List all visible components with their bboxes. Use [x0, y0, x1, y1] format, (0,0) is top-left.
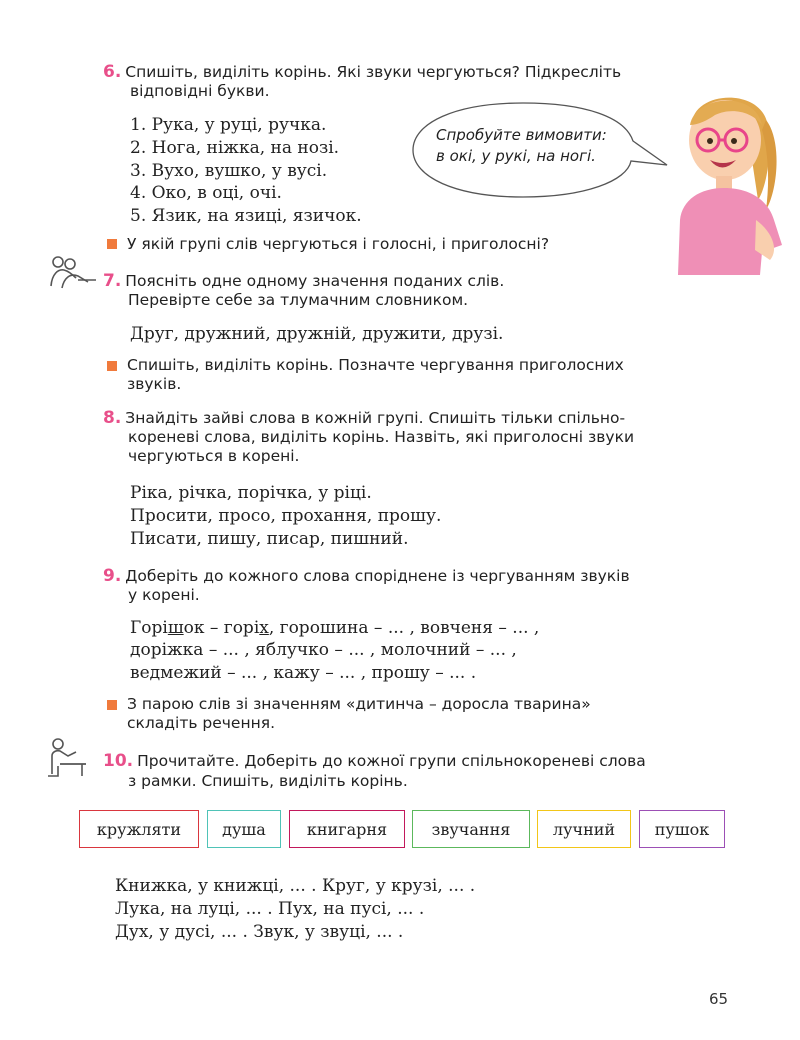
ex8-line-2: Просити, просо, прохання, прошу. — [130, 506, 442, 526]
ex8-instruction — [103, 409, 625, 428]
ex6-bullet: У якій групі слів чергуються і голосні, і приголосні? — [127, 235, 550, 253]
ex7-bullet-line2: звуків. — [127, 375, 182, 393]
ex7-number: 7. — [103, 271, 122, 291]
ex10-number: 10. — [103, 751, 134, 771]
bullet-marker — [107, 700, 117, 710]
bullet-marker — [107, 239, 117, 249]
ex9-line-2: доріжка – ... , яблучко – ... , молочний – ... , — [130, 640, 517, 660]
ex8-instr-line3: чергуються в корені. — [128, 447, 300, 465]
ex9-l1-a: Горі — [130, 618, 168, 638]
ex9-l1-underlined-1: ш — [167, 618, 184, 638]
ex9-instruction — [103, 567, 630, 586]
girl-illustration — [670, 80, 785, 275]
ex6-line-3: 3. Вухо, вушко, у вусі. — [130, 161, 328, 181]
ex7-instr-line1: Поясніть одне одному значення поданих слів. — [125, 272, 505, 290]
ex9-l1-c: ок – горі — [183, 618, 260, 638]
word-box-1: кружляти — [79, 810, 199, 848]
ex6-line-2: 2. Нога, ніжка, на нозі. — [130, 138, 340, 158]
word-box-5: лучний — [537, 810, 631, 848]
word-box-3: книгарня — [289, 810, 405, 848]
ex7-instruction — [103, 272, 504, 291]
ex9-number: 9. — [103, 566, 122, 586]
ex10-instr-line2: з рамки. Спишіть, виділіть корінь. — [128, 772, 408, 790]
ex7-bullet-line1: Спишіть, виділіть корінь. Позначте чергування приголосних — [127, 356, 624, 374]
ex10-instr-line1: Прочитайте. Доберіть до кожної групи спільнокореневі слова — [137, 752, 646, 770]
ex6-number: 6. — [103, 62, 122, 82]
ex9-instr-line2: у корені. — [128, 586, 200, 604]
bullet-marker — [107, 361, 117, 371]
ex9-l1-e: , горошина – ... , вовченя – ... , — [268, 618, 540, 638]
ex8-number: 8. — [103, 408, 122, 428]
ex6-line-5: 5. Язик, на язиці, язичок. — [130, 206, 362, 226]
ex10-line-2: Лука, на луці, ... . Пух, на пусі, ... . — [115, 899, 425, 919]
ex9-line-1 — [130, 616, 539, 640]
ex8-instr-line2: кореневі слова, виділіть корінь. Назвіть, які приголосні звуки — [128, 428, 635, 446]
ex7-words: Друг, дружний, дружній, дружити, друзі. — [130, 324, 504, 344]
ex10-line-3: Дух, у дусі, ... . Звук, у звуці, ... . — [115, 922, 404, 942]
word-box-6: пушок — [639, 810, 725, 848]
ex9-bullet-line1: З парою слів зі значенням «дитинча – доросла тварина» — [127, 695, 591, 713]
ex6-line-4: 4. Око, в оці, очі. — [130, 183, 282, 203]
ex6-line-1: 1. Рука, у руці, ручка. — [130, 115, 327, 135]
bubble-line-1: Спробуйте вимовити: — [436, 126, 607, 144]
ex7-instr-line2: Перевірте себе за тлумачним словником. — [128, 291, 469, 309]
ex6-instr-line2: відповідні букви. — [130, 82, 270, 100]
desk-writing-icon — [46, 738, 88, 778]
word-box-4: звучання — [412, 810, 530, 848]
ex8-line-1: Ріка, річка, порічка, у ріці. — [130, 483, 372, 503]
page-number: 65 — [709, 990, 729, 1008]
ex9-l1-underlined-2: х — [259, 618, 269, 638]
ex9-instr-line1: Доберіть до кожного слова споріднене із чергуванням звуків — [125, 567, 630, 585]
ex8-line-3: Писати, пишу, писар, пишний. — [130, 529, 409, 549]
ex10-instruction — [103, 752, 646, 771]
ex9-line-3: ведмежий – ... , кажу – ... , прошу – ... . — [130, 663, 477, 683]
ex8-instr-line1: Знайдіть зайві слова в кожній групі. Спишіть тільки спільно- — [125, 409, 626, 427]
ex10-line-1: Книжка, у книжці, ... . Круг, у крузі, ... . — [115, 876, 476, 896]
ex6-instruction — [103, 63, 621, 82]
word-box-2: душа — [207, 810, 281, 848]
pair-work-icon — [48, 256, 98, 290]
bubble-line-2: в окі, у рукі, на ногі. — [436, 147, 596, 165]
ex9-bullet-line2: складіть речення. — [127, 714, 275, 732]
bubble-text — [436, 125, 607, 167]
ex6-instr-line1: Спишіть, виділіть корінь. Які звуки чергуються? Підкресліть — [125, 63, 622, 81]
